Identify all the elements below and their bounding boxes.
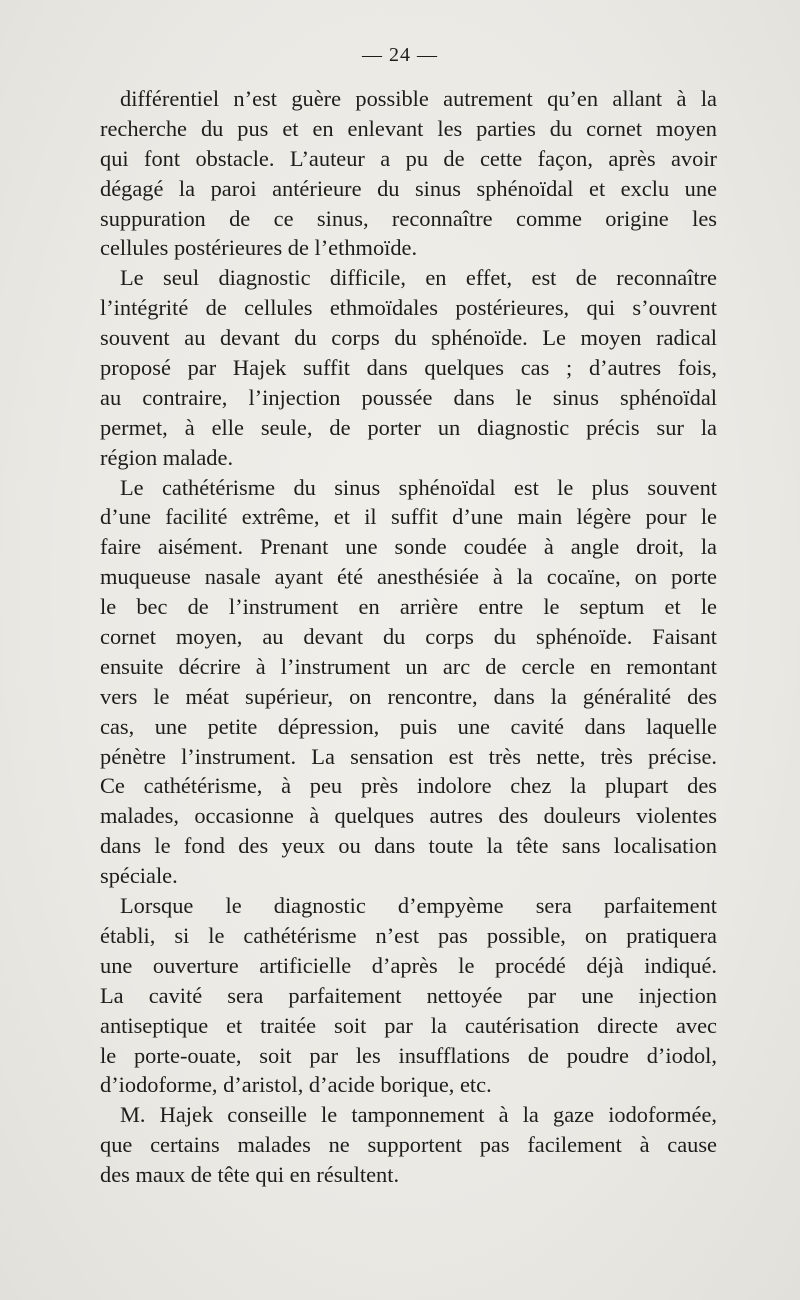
text-line: que certains malades ne supportent pas facilement à cause [100, 1132, 717, 1158]
text-line: Lorsque le diagnostic d’empyème sera parfaitement [120, 893, 717, 919]
paragraph [100, 1100, 717, 1190]
text-line: une ouverture artificielle d’après le procédé déjà indiqué. [100, 952, 717, 978]
text-line: établi, si le cathétérisme n’est pas possible, on pratiquera [100, 922, 717, 948]
text-line: permet, à elle seule, de porter un diagnostic précis sur la [100, 414, 717, 440]
text-line: pénètre l’instrument. La sensation est très nette, très précise. [100, 743, 717, 769]
text-line: Ce cathétérisme, à peu près indolore chez la plupart des [100, 773, 717, 799]
text-line: d’une facilité extrême, et il suffit d’une main légère pour le [100, 504, 717, 530]
text-line: le porte-ouate, soit par les insufflations de poudre d’iodol, [100, 1042, 717, 1068]
text-line: dégagé la paroi antérieure du sinus sphénoïdal et exclu une [100, 175, 717, 201]
text-line: qui font obstacle. L’auteur a pu de cette façon, après avoir [100, 145, 717, 171]
text-line: cellules postérieures de l’ethmoïde. [100, 235, 418, 261]
text-line: recherche du pus et en enlevant les parties du cornet moyen [100, 115, 717, 141]
body-text [100, 84, 717, 1190]
text-line: Le seul diagnostic difficile, en effet, est de reconnaître [120, 265, 717, 291]
paragraph [100, 473, 717, 891]
text-line: spéciale. [100, 863, 178, 889]
text-line: ensuite décrire à l’instrument un arc de cercle en remontant [100, 653, 717, 679]
text-line: antiseptique et traitée soit par la cautérisation directe avec [100, 1012, 717, 1038]
text-line: au contraire, l’injection poussée dans le sinus sphénoïdal [100, 384, 717, 410]
text-line: dans le fond des yeux ou dans toute la tête sans localisation [100, 833, 717, 859]
text-line: différentiel n’est guère possible autrement qu’en allant à la [120, 86, 717, 111]
text-line: région malade. [100, 444, 234, 470]
text-line: M. Hajek conseille le tamponnement à la gaze iodoformée, [120, 1102, 717, 1128]
page-number: — 24 — [362, 44, 438, 66]
text-line: cornet moyen, au devant du corps du sphénoïde. Faisant [100, 624, 717, 650]
text-line: vers le méat supérieur, on rencontre, dans la généralité des [100, 683, 717, 709]
text-line: malades, occasionne à quelques autres des douleurs violentes [100, 803, 717, 829]
text-line: l’intégrité de cellules ethmoïdales postérieures, qui s’ouvrent [100, 295, 717, 321]
text-line: cas, une petite dépression, puis une cavité dans laquelle [100, 713, 717, 739]
text-line: souvent au devant du corps du sphénoïde. Le moyen radical [100, 325, 717, 351]
text-line: La cavité sera parfaitement nettoyée par une injection [100, 982, 717, 1008]
text-line: le bec de l’instrument en arrière entre le septum et le [100, 594, 717, 620]
text-line: faire aisément. Prenant une sonde coudée à angle droit, la [100, 534, 717, 560]
text-line: suppuration de ce sinus, reconnaître comme origine les [100, 205, 717, 231]
text-line: des maux de tête qui en résultent. [100, 1162, 400, 1188]
text-line: d’iodoforme, d’aristol, d’acide borique, etc. [100, 1072, 492, 1098]
paragraph [100, 263, 717, 472]
text-line: proposé par Hajek suffit dans quelques cas ; d’autres fois, [100, 355, 717, 381]
paragraph [100, 84, 717, 263]
paragraph [100, 891, 717, 1100]
text-line: muqueuse nasale ayant été anesthésiée à la cocaïne, on porte [100, 564, 717, 590]
text-line: Le cathétérisme du sinus sphénoïdal est le plus souvent [120, 474, 717, 500]
